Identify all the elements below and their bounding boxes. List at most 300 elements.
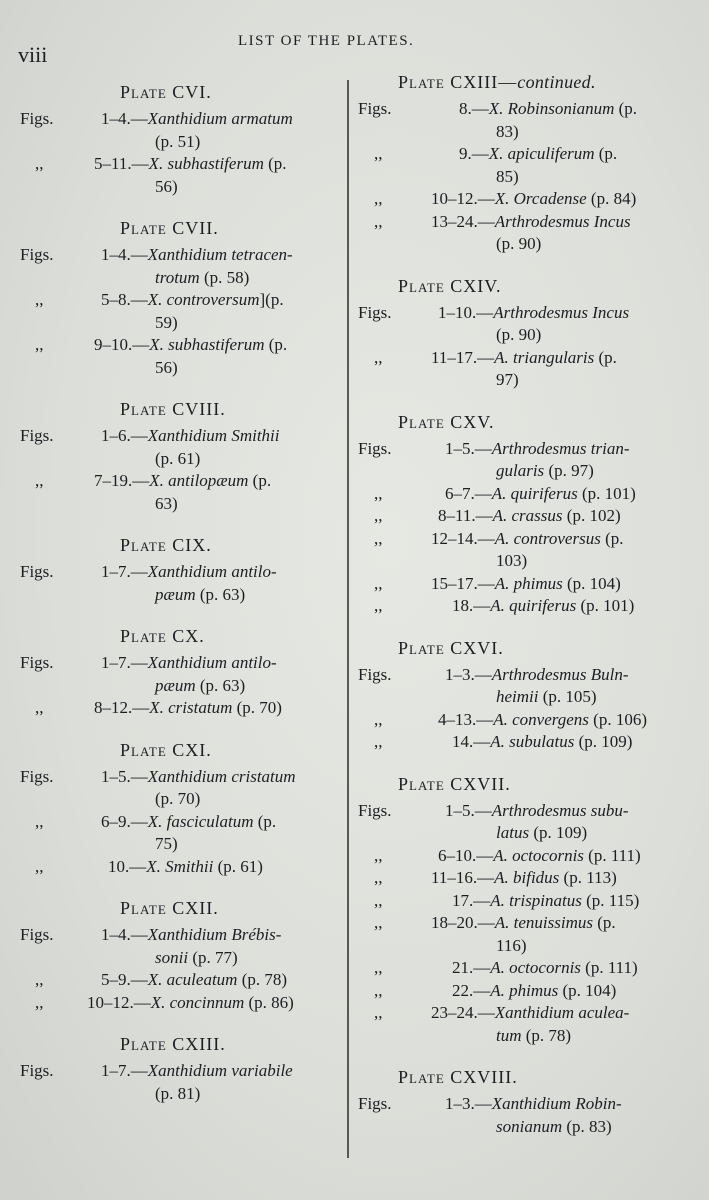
entry-text	[80, 244, 345, 267]
figure-numbers: 1–6.—	[101, 426, 148, 445]
page-reference-continued: 103)	[496, 551, 528, 570]
species-name: A. phimus	[494, 573, 563, 593]
plate-heading	[0, 738, 345, 762]
species-name: A. quiriferus	[490, 596, 577, 615]
entry-continuation	[424, 935, 709, 958]
plate-heading	[0, 624, 345, 648]
entry-continuation	[80, 584, 345, 607]
figure-entry	[0, 992, 345, 1015]
entry-continuation	[80, 312, 345, 335]
entry-text	[424, 347, 709, 370]
entry-text	[80, 652, 345, 675]
page-reference-continued: 85)	[496, 166, 519, 186]
species-name: Xanthidium Robin-	[491, 1094, 622, 1113]
ditto-mark: ,,	[374, 596, 383, 615]
page-reference-continued: (p. 90)	[496, 325, 542, 344]
entry-continuation	[80, 267, 345, 290]
entry-text	[80, 334, 345, 357]
figure-numbers: 18.—	[452, 596, 491, 615]
species-name: A. octocornis	[493, 845, 584, 865]
figure-entry	[0, 153, 345, 198]
figs-label: Figs.	[358, 800, 392, 820]
ditto-mark: ,,	[35, 992, 44, 1012]
entry-continuation	[80, 833, 345, 856]
plate-block	[0, 624, 345, 720]
page-reference: (p.	[594, 144, 618, 163]
plate-title-text: Plate CIX.	[120, 535, 212, 555]
plate-title-text: Plate CXI.	[120, 739, 212, 760]
figure-numbers: 6–10.—	[438, 845, 494, 865]
page-reference: (p. 102)	[562, 506, 621, 525]
figs-label: Figs.	[20, 109, 54, 128]
column-divider	[347, 80, 349, 1158]
figure-numbers: 7–19.—	[94, 471, 150, 490]
figure-numbers: 5–11.—	[94, 154, 149, 173]
figure-numbers: 1–5.—	[445, 438, 492, 458]
species-name: X. apiculiferum	[488, 144, 595, 163]
figure-entry	[0, 766, 345, 811]
ditto-mark: ,,	[374, 845, 383, 865]
plate-block	[0, 216, 345, 379]
page-reference: (p. 111)	[583, 845, 641, 865]
figure-numbers: 9.—	[459, 144, 489, 163]
entry-text	[424, 595, 709, 618]
plate-title-text: Plate CXVIII.	[398, 1067, 518, 1087]
figure-entry	[350, 1002, 709, 1047]
species-name: X. concinnum	[150, 992, 245, 1012]
page-reference-continued: 116)	[496, 935, 527, 955]
figure-entry	[350, 957, 709, 980]
page-reference-continued: 97)	[496, 370, 519, 389]
page-reference: (p. 61)	[213, 856, 263, 876]
figure-entry	[350, 188, 709, 211]
page-reference-continued: (p. 70)	[155, 789, 201, 808]
page-reference-continued: (p. 58)	[199, 267, 250, 287]
plate-heading	[350, 70, 709, 94]
figure-entry	[0, 652, 345, 697]
species-name-continued: sonii	[155, 947, 189, 967]
plate-block	[350, 70, 709, 256]
ditto-mark: ,,	[374, 189, 383, 208]
ditto-mark: ,,	[35, 154, 44, 173]
figure-entry	[350, 438, 709, 483]
page-reference: (p. 104)	[558, 980, 617, 1000]
page-reference: (p. 70)	[232, 698, 282, 717]
species-name: A. triangularis	[494, 347, 595, 367]
entry-text	[424, 957, 709, 980]
entry-continuation	[424, 233, 709, 256]
species-name-continued: latus	[496, 823, 530, 842]
species-name: X. Orcadense	[494, 189, 587, 208]
species-name: A. tenuissimus	[494, 913, 593, 932]
figs-label: Figs.	[20, 562, 54, 581]
figure-numbers: 10–12.—	[431, 189, 495, 208]
entry-text	[80, 697, 345, 720]
species-name: X. antilopæum	[149, 471, 249, 490]
page-reference-continued: (p. 78)	[521, 1025, 572, 1045]
figure-entry	[350, 1093, 709, 1138]
plate-title-text: Plate CXVII.	[398, 773, 511, 794]
figure-numbers: 1–4.—	[101, 925, 148, 944]
plate-block	[0, 1032, 345, 1105]
figs-label: Figs.	[20, 766, 54, 786]
species-name: Arthrodesmus Incus	[494, 211, 631, 231]
ditto-mark: ,,	[374, 868, 383, 887]
entry-continuation	[80, 493, 345, 516]
figure-numbers: 1–4.—	[101, 245, 148, 264]
entry-text	[424, 912, 709, 935]
species-name: X. controversum	[147, 290, 260, 309]
species-name: Xanthidium aculea-	[494, 1003, 630, 1022]
entry-text	[424, 528, 709, 551]
entry-text	[424, 709, 709, 732]
page-reference: (p. 84)	[586, 189, 637, 208]
ditto-mark: ,,	[35, 970, 44, 989]
page-reference: (p. 111)	[580, 958, 638, 977]
page-reference: (p. 109)	[574, 732, 633, 751]
species-name: Arthrodesmus Incus	[493, 302, 630, 322]
species-name: A. convergens	[493, 709, 589, 729]
entry-text	[80, 153, 345, 176]
figure-numbers: 4–13.—	[438, 709, 494, 729]
entry-text	[424, 800, 709, 823]
species-name: Xanthidium Smithii	[147, 426, 280, 445]
page-reference-continued: (p. 77)	[188, 947, 238, 967]
figure-numbers: 8–12.—	[94, 698, 150, 717]
species-name: Xanthidium antilo-	[147, 653, 277, 672]
right-column	[350, 70, 709, 1156]
figure-entry	[350, 573, 709, 596]
figs-label: Figs.	[20, 653, 54, 672]
plate-heading	[0, 80, 345, 104]
figure-numbers: 23–24.—	[431, 1003, 495, 1022]
plate-block	[0, 738, 345, 879]
running-head: LIST OF THE PLATES.	[238, 33, 415, 49]
page-reference: (p. 101)	[577, 483, 636, 503]
figs-label: Figs.	[20, 925, 54, 944]
entry-text	[424, 143, 709, 166]
plate-heading	[350, 274, 709, 298]
ditto-mark: ,,	[374, 732, 383, 751]
entry-text	[424, 483, 709, 506]
entry-continuation	[424, 686, 709, 709]
entry-continuation	[424, 369, 709, 392]
page-reference: (p. 115)	[581, 890, 640, 910]
ditto-mark: ,,	[374, 913, 383, 932]
figure-numbers: 1–10.—	[438, 302, 494, 322]
ditto-mark: ,,	[374, 347, 383, 367]
page-reference-continued: (p. 51)	[155, 131, 201, 151]
entry-text	[424, 1002, 709, 1025]
plate-block	[350, 274, 709, 392]
figs-label: Figs.	[358, 438, 392, 458]
figure-numbers: 1–7.—	[101, 1061, 148, 1080]
entry-text	[80, 969, 345, 992]
figs-label: Figs.	[20, 245, 54, 264]
figure-entry	[0, 425, 345, 470]
figure-numbers: 6–7.—	[445, 483, 492, 503]
page-reference: (p.	[264, 335, 288, 354]
species-name: A. phimus	[490, 980, 559, 1000]
page-reference-continued: (p. 61)	[155, 448, 201, 468]
entry-text	[424, 505, 709, 528]
species-name: Xanthidium variabile	[147, 1061, 293, 1080]
entry-text	[80, 289, 345, 312]
figure-numbers: 5–9.—	[101, 970, 148, 989]
species-name-continued: sonianum	[496, 1116, 563, 1136]
species-name: X. Smithii	[146, 856, 214, 876]
figure-entry	[0, 924, 345, 969]
page-reference: (p.	[253, 811, 277, 831]
page-reference-continued: (p. 81)	[155, 1083, 201, 1103]
figure-numbers: 21.—	[452, 958, 491, 977]
species-name: A. controversus	[494, 528, 601, 548]
ditto-mark: ,,	[35, 856, 44, 876]
page-reference: (p. 113)	[559, 868, 617, 887]
figure-entry	[350, 143, 709, 188]
plate-block	[0, 533, 345, 606]
species-name-continued: pæum	[155, 675, 196, 695]
figure-entry	[350, 211, 709, 256]
entry-text	[80, 856, 345, 879]
entry-text	[80, 425, 345, 448]
entry-continuation	[80, 675, 345, 698]
plate-heading	[0, 216, 345, 240]
entry-text	[424, 98, 709, 121]
page-reference: (p.	[592, 913, 616, 932]
entry-text	[80, 108, 345, 131]
entry-text	[424, 867, 709, 890]
entry-continuation	[424, 460, 709, 483]
page-reference-continued: 56)	[155, 176, 178, 196]
figure-numbers: 1–3.—	[445, 664, 492, 684]
figure-entry	[350, 709, 709, 732]
figure-numbers: 11–16.—	[431, 868, 495, 887]
species-name: A. crassus	[492, 506, 563, 525]
figure-entry	[350, 483, 709, 506]
plate-block	[350, 772, 709, 1048]
entry-text	[424, 1093, 709, 1116]
figure-entry	[0, 697, 345, 720]
page-reference: (p.	[594, 347, 617, 367]
plate-title-text: Plate CVI.	[120, 82, 212, 102]
species-name-continued: pæum	[155, 584, 196, 604]
plate-heading	[350, 636, 709, 660]
ditto-mark: ,,	[374, 528, 383, 548]
page-reference-continued: 59)	[155, 312, 178, 332]
entry-continuation	[424, 1025, 709, 1048]
species-name-continued: heimii	[496, 687, 539, 706]
entry-continuation	[424, 822, 709, 845]
page-reference-continued: 83)	[496, 121, 519, 141]
page-reference: (p. 106)	[588, 709, 647, 729]
plate-block	[0, 80, 345, 198]
plate-title-text: Plate CX.	[120, 626, 205, 646]
entry-continuation	[80, 357, 345, 380]
plate-block	[0, 397, 345, 515]
figure-numbers: 6–9.—	[101, 811, 148, 831]
figure-entry	[350, 800, 709, 845]
entry-continuation	[80, 947, 345, 970]
figure-numbers: 15–17.—	[431, 573, 495, 593]
page-reference: (p.	[248, 471, 272, 490]
figure-numbers: 1–7.—	[101, 653, 148, 672]
figs-label: Figs.	[358, 1094, 392, 1113]
figure-numbers: 9–10.—	[94, 335, 150, 354]
ditto-mark: ,,	[374, 483, 383, 503]
entry-text	[80, 470, 345, 493]
figure-numbers: 1–4.—	[101, 109, 148, 128]
figure-entry	[0, 108, 345, 153]
plate-title-text: Plate CXIV.	[398, 275, 502, 296]
entry-continuation	[80, 1083, 345, 1106]
species-name: Xanthidium armatum	[147, 109, 293, 128]
figure-entry	[0, 470, 345, 515]
entry-continuation	[80, 131, 345, 154]
entry-text	[424, 188, 709, 211]
species-name: X. subhastiferum	[149, 335, 265, 354]
plate-title-text: Plate CXIII—	[398, 72, 518, 92]
entry-continuation	[80, 448, 345, 471]
figure-numbers: 8.—	[459, 99, 489, 118]
plate-heading	[350, 410, 709, 434]
figure-entry	[0, 811, 345, 856]
entry-continuation	[424, 550, 709, 573]
figure-numbers: 1–3.—	[445, 1094, 492, 1113]
figure-entry	[350, 664, 709, 709]
plate-heading	[0, 533, 345, 557]
figure-entry	[350, 595, 709, 618]
figs-label: Figs.	[358, 302, 392, 322]
page-reference: (p. 101)	[576, 596, 635, 615]
entry-text	[80, 992, 345, 1015]
species-name: Xanthidium Brébis-	[147, 925, 282, 944]
plate-block	[350, 1065, 709, 1138]
species-name: A. trispinatus	[490, 890, 582, 910]
species-name: A. quiriferus	[491, 483, 578, 503]
entry-continuation	[424, 121, 709, 144]
entry-text	[424, 438, 709, 461]
entry-text	[80, 1060, 345, 1083]
page-reference: (p.	[600, 528, 624, 548]
entry-text	[80, 924, 345, 947]
plate-heading	[350, 772, 709, 796]
left-column	[0, 80, 345, 1123]
page-reference: (p. 86)	[244, 992, 294, 1012]
species-name: A. subulatus	[490, 732, 575, 751]
ditto-mark: ,,	[35, 698, 44, 717]
entry-text	[424, 845, 709, 868]
plate-heading	[0, 1032, 345, 1056]
species-name: A. octocornis	[490, 958, 581, 977]
figure-entry	[0, 1060, 345, 1105]
species-name: X. Robinsonianum	[488, 99, 615, 118]
entry-text	[424, 211, 709, 234]
ditto-mark: ,,	[374, 573, 383, 593]
entry-continuation	[424, 166, 709, 189]
page-number: viii	[18, 42, 48, 67]
entry-text	[80, 561, 345, 584]
figure-entry	[350, 912, 709, 957]
figure-entry	[350, 867, 709, 890]
page-reference-continued: (p. 105)	[538, 687, 597, 706]
entry-text	[424, 890, 709, 913]
plate-block	[0, 896, 345, 1014]
figure-entry	[350, 98, 709, 143]
figs-label: Figs.	[358, 664, 392, 684]
ditto-mark: ,,	[35, 335, 44, 354]
figure-entry	[350, 890, 709, 913]
figure-numbers: 11–17.—	[431, 347, 495, 367]
figure-numbers: 12–14.—	[431, 528, 495, 548]
figure-entry	[0, 969, 345, 992]
page-reference-continued: 56)	[155, 357, 178, 377]
entry-text	[424, 302, 709, 325]
figure-numbers: 14.—	[452, 732, 491, 751]
entry-continuation	[424, 1116, 709, 1139]
species-name: Xanthidium cristatum	[147, 766, 296, 786]
plate-title-text: Plate CXIII.	[120, 1034, 226, 1054]
page-reference: (p. 78)	[237, 970, 288, 989]
entry-continuation	[80, 176, 345, 199]
species-name: X. subhastiferum	[148, 154, 264, 173]
figure-entry	[0, 244, 345, 289]
page-reference-continued: 75)	[155, 834, 178, 853]
figure-numbers: 17.—	[452, 890, 491, 910]
entry-text	[80, 811, 345, 834]
page-reference: ](p.	[259, 290, 284, 309]
species-name: Xanthidium tetracen-	[147, 245, 293, 264]
figs-label: Figs.	[358, 99, 392, 118]
plate-title-suffix: continued.	[517, 72, 596, 92]
figure-entry	[350, 528, 709, 573]
plate-heading	[0, 397, 345, 421]
figure-entry	[350, 980, 709, 1003]
plate-title-text: Plate CXV.	[398, 411, 495, 432]
species-name-continued: trotum	[155, 267, 200, 287]
ditto-mark: ,,	[35, 471, 44, 490]
entry-continuation	[424, 324, 709, 347]
ditto-mark: ,,	[374, 144, 383, 163]
figure-entry	[350, 505, 709, 528]
ditto-mark: ,,	[374, 980, 383, 1000]
entry-text	[424, 573, 709, 596]
figure-entry	[0, 561, 345, 606]
plate-title-text: Plate CVII.	[120, 218, 219, 238]
figure-numbers: 13–24.—	[431, 211, 495, 231]
ditto-mark: ,,	[374, 211, 383, 231]
ditto-mark: ,,	[374, 506, 383, 525]
ditto-mark: ,,	[35, 290, 44, 309]
entry-text	[424, 731, 709, 754]
figure-numbers: 5–8.—	[101, 290, 148, 309]
figure-entry	[350, 347, 709, 392]
plate-heading	[0, 896, 345, 920]
ditto-mark: ,,	[374, 890, 383, 910]
plate-title-text: Plate CVIII.	[120, 399, 226, 419]
figure-numbers: 18–20.—	[431, 913, 495, 932]
figure-entry	[0, 334, 345, 379]
ditto-mark: ,,	[374, 958, 383, 977]
page-reference-continued: 63)	[155, 493, 178, 513]
page-reference-continued: (p. 90)	[496, 234, 542, 253]
species-name: X. fasciculatum	[147, 811, 254, 831]
plate-title-text: Plate CXII.	[120, 898, 219, 918]
species-name: X. cristatum	[149, 698, 233, 717]
figure-numbers: 1–7.—	[101, 562, 148, 581]
species-name: Arthrodesmus subu-	[491, 800, 629, 820]
figure-entry	[350, 845, 709, 868]
